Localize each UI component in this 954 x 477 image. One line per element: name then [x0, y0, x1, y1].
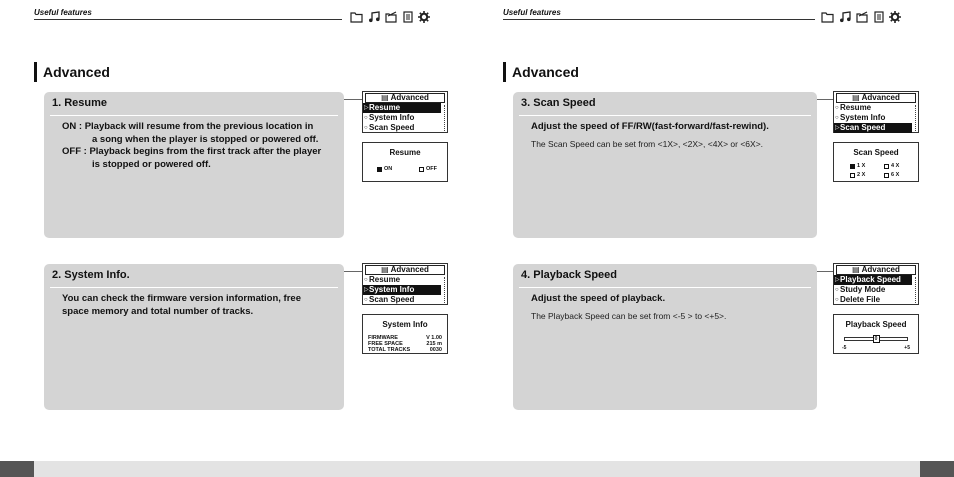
lcd-menu-item: ○ Scan Speed	[364, 123, 415, 132]
folder-open-icon	[856, 11, 869, 23]
section-title: Advanced	[34, 62, 110, 82]
speed-min-label: -5	[842, 345, 847, 351]
checkbox-icon	[850, 164, 855, 169]
lcd-screen-title: Resume	[389, 148, 421, 157]
connector-line	[817, 271, 833, 272]
resume-off-option: OFF	[419, 166, 437, 172]
lcd-menu-item: ▷ System Info	[363, 285, 441, 295]
sysinfo-line1: You can check the firmware version information, free	[62, 293, 301, 304]
panel-divider	[519, 287, 811, 288]
footer-tab-left	[0, 461, 34, 477]
lcd-scrollbar	[444, 277, 446, 303]
sysinfo-row: FIRMWARE V 1.00	[368, 335, 442, 341]
folder-icon	[350, 11, 363, 23]
left-page	[0, 0, 477, 460]
lcd-menu-resume	[362, 91, 448, 133]
panel-title: 3. Scan Speed	[521, 97, 596, 109]
checkbox-icon	[850, 173, 855, 178]
sysinfo-row: TOTAL TRACKS 0030	[368, 347, 442, 353]
resume-on-line1: ON : Playback will resume from the previous location in	[62, 121, 314, 132]
music-note-icon	[839, 11, 851, 23]
header-label: Useful features	[34, 8, 92, 17]
resume-off-line2: is stopped or powered off.	[92, 158, 211, 170]
panel-title: 1. Resume	[52, 97, 108, 109]
scan-option: 6 X	[884, 172, 899, 178]
resume-description	[62, 121, 334, 171]
panel-divider	[50, 287, 338, 288]
lcd-menu-item: ▷ Playback Speed	[834, 275, 912, 285]
checkbox-icon	[884, 173, 889, 178]
lcd-menu-item: ○ System Info	[835, 113, 886, 122]
header-rule	[503, 19, 815, 20]
lcd-menu-item: ○ Resume	[835, 103, 872, 112]
lcd-screen-title: Playback Speed	[845, 320, 907, 329]
footer-tab-right	[920, 461, 954, 477]
lcd-screen-title: System Info	[382, 320, 428, 329]
lcd-screen-title: Scan Speed	[853, 148, 899, 157]
header-icons	[821, 11, 901, 23]
lcd-menu-sysinfo	[362, 263, 448, 305]
checkbox-icon	[419, 167, 424, 172]
lcd-scrollbar	[915, 105, 917, 131]
lcd-scrollbar	[444, 105, 446, 131]
gear-icon	[418, 11, 430, 23]
lcd-sysinfo-screen	[362, 314, 448, 354]
sysinfo-line2: space memory and total number of tracks.	[62, 305, 254, 317]
music-note-icon	[368, 11, 380, 23]
resume-on-line2: a song when the player is stopped or powered off.	[92, 133, 319, 145]
scan-speed-heading: Adjust the speed of FF/RW(fast-forward/fast-rewind).	[531, 121, 769, 132]
speed-max-label: +5	[904, 345, 910, 351]
scan-option: 2 X	[850, 172, 865, 178]
scan-option: 1 X	[850, 163, 865, 169]
playback-speed-panel	[513, 264, 817, 410]
playback-speed-heading: Adjust the speed of playback.	[531, 293, 666, 304]
document-icon	[874, 11, 884, 23]
sysinfo-description	[62, 293, 334, 318]
lcd-menu-item: ▷ Resume	[363, 103, 441, 113]
lcd-playback-speed-screen	[833, 314, 919, 354]
header-rule	[34, 19, 342, 20]
sysinfo-row: FREE SPACE 215 m	[368, 341, 442, 347]
document-icon	[403, 11, 413, 23]
sysinfo-panel	[44, 264, 344, 410]
lcd-menu-item: ○ Delete File	[835, 295, 881, 304]
speed-slider-knob: 0	[873, 335, 880, 343]
lcd-menu-title: ▤ Advanced	[365, 265, 445, 275]
resume-off-line1: OFF : Playback begins from the first track after the player	[62, 146, 322, 157]
lcd-menu-title: ▤ Advanced	[836, 93, 916, 103]
connector-line	[817, 99, 833, 100]
folder-open-icon	[385, 11, 398, 23]
checkbox-icon	[884, 164, 889, 169]
connector-line	[344, 271, 362, 272]
lcd-menu-playback	[833, 263, 919, 305]
checkbox-icon	[377, 167, 382, 172]
lcd-menu-scan	[833, 91, 919, 133]
panel-divider	[519, 115, 811, 116]
folder-icon	[821, 11, 834, 23]
gear-icon	[889, 11, 901, 23]
footer-bar	[34, 461, 920, 477]
scan-speed-panel	[513, 92, 817, 238]
scan-option: 4 X	[884, 163, 899, 169]
lcd-menu-item: ○ Scan Speed	[364, 295, 415, 304]
section-title: Advanced	[503, 62, 579, 82]
lcd-menu-item: ○ System Info	[364, 113, 415, 122]
lcd-menu-item: ○ Resume	[364, 275, 401, 284]
panel-title: 2. System Info.	[52, 269, 130, 281]
resume-on-option: ON	[377, 166, 392, 172]
right-page	[477, 0, 954, 460]
lcd-scrollbar	[915, 277, 917, 303]
playback-speed-text: The Playback Speed can be set from <-5 > to <+5>.	[531, 311, 727, 321]
connector-line	[344, 99, 362, 100]
panel-divider	[50, 115, 338, 116]
lcd-menu-item: ○ Study Mode	[835, 285, 886, 294]
lcd-menu-title: ▤ Advanced	[836, 265, 916, 275]
header-icons	[350, 11, 430, 23]
lcd-resume-screen	[362, 142, 448, 182]
lcd-scan-speed-screen	[833, 142, 919, 182]
panel-title: 4. Playback Speed	[521, 269, 617, 281]
header-label: Useful features	[503, 8, 561, 17]
lcd-menu-title: ▤ Advanced	[365, 93, 445, 103]
resume-panel	[44, 92, 344, 238]
lcd-menu-item: ▷ Scan Speed	[834, 123, 912, 133]
scan-speed-text: The Scan Speed can be set from <1X>, <2X>, <4X> or <6X>.	[531, 139, 764, 149]
